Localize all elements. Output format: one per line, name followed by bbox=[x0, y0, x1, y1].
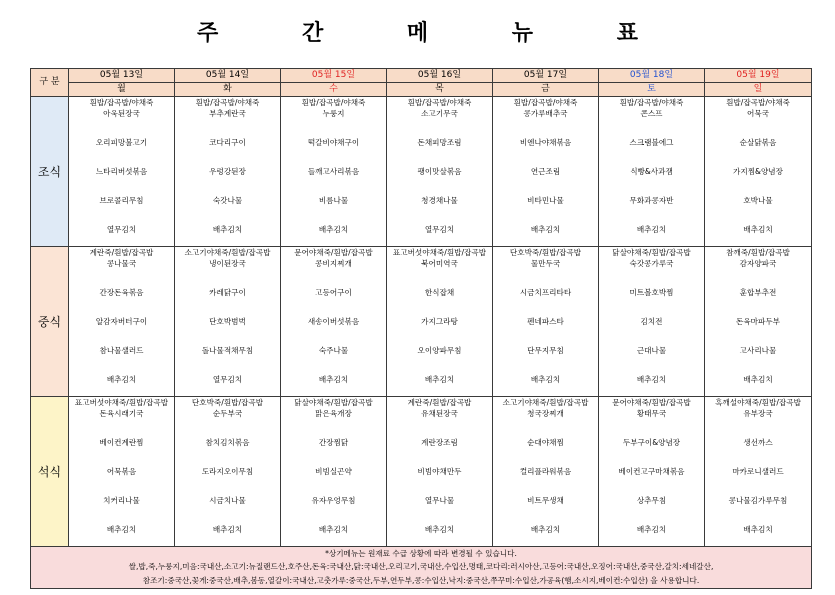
menu-item: 소고기무국 bbox=[421, 109, 458, 118]
menu-item: 숙주나물 bbox=[318, 346, 349, 355]
menu-item: 콩가루배추국 bbox=[523, 109, 568, 118]
day-date: 05월 13일 bbox=[99, 70, 144, 80]
menu-cell bbox=[175, 247, 281, 397]
menu-item: 고등어구이 bbox=[315, 288, 352, 297]
menu-item: 단무지무침 bbox=[527, 346, 564, 355]
menu-item: 들깨고사리볶음 bbox=[307, 167, 360, 176]
menu-cell bbox=[281, 397, 387, 547]
day-header bbox=[493, 69, 599, 97]
menu-item: 흰밥/잡곡밥/야채죽 bbox=[301, 98, 366, 107]
menu-item: 오이양파무침 bbox=[417, 346, 462, 355]
menu-item: 돈채피망조림 bbox=[417, 138, 462, 147]
menu-item: 두부구이&양념장 bbox=[622, 438, 681, 447]
menu-cell bbox=[599, 397, 705, 547]
day-date: 05월 16일 bbox=[417, 70, 462, 80]
meal-row-dinner bbox=[31, 397, 812, 547]
menu-item: 식빵&사과잼 bbox=[630, 167, 673, 176]
menu-item: 열무김치 bbox=[106, 225, 137, 234]
footer-note: *상기메뉴는 원재료 수급 상황에 따라 변경될 수 있습니다. bbox=[325, 549, 517, 558]
menu-item: 부추계란국 bbox=[209, 109, 246, 118]
menu-item: 흰밥/잡곡밥/야채죽 bbox=[619, 98, 684, 107]
menu-item: 참나물샐러드 bbox=[99, 346, 144, 355]
menu-item: 문어야채죽/흰밥/잡곡밥 bbox=[294, 248, 373, 257]
menu-item: 배추김치 bbox=[318, 525, 349, 534]
menu-item: 우렁강된장 bbox=[209, 167, 246, 176]
category-header: 구 분 bbox=[31, 69, 69, 97]
menu-item: 열무김치 bbox=[424, 225, 455, 234]
menu-item: 배추김치 bbox=[106, 525, 137, 534]
menu-item: 숙갓콩가루국 bbox=[629, 259, 674, 268]
menu-item: 컬리플라워볶음 bbox=[519, 467, 572, 476]
menu-item: 표고버섯야채죽/흰밥/잡곡밥 bbox=[392, 248, 487, 257]
day-header bbox=[599, 69, 705, 97]
meal-label-dinner: 석식 bbox=[31, 397, 69, 547]
day-weekday: 목 bbox=[387, 82, 492, 95]
menu-item: 맑은육개장 bbox=[315, 409, 352, 418]
menu-item: 돈육시래기국 bbox=[99, 409, 144, 418]
menu-item: 배추김치 bbox=[636, 225, 667, 234]
menu-item: 배추김치 bbox=[530, 525, 561, 534]
menu-item: 흑깨설야채죽/흰밥/잡곡밥 bbox=[715, 398, 801, 407]
day-date: 05월 15일 bbox=[311, 70, 356, 80]
day-header bbox=[281, 69, 387, 97]
menu-item: 계란죽/흰밥/잡곡밥 bbox=[407, 398, 472, 407]
menu-cell bbox=[387, 247, 493, 397]
menu-item: 단호박범벅 bbox=[209, 317, 246, 326]
menu-item: 흰밥/잡곡밥/야채죽 bbox=[89, 98, 154, 107]
menu-item: 간장돈육볶음 bbox=[99, 288, 144, 297]
menu-item: 펜네파스타 bbox=[527, 317, 564, 326]
menu-cell bbox=[69, 97, 175, 247]
menu-item: 참치김치볶음 bbox=[205, 438, 250, 447]
origin-info-line: 참조기:중국산,꽃게:중국산,배추,봄동,열갈이:국내산,고춧가루:중국산,두부,연두부,콩:수입산,낙지:중국산,쭈꾸미:수입산,가공육(햄,소시지,베이컨:수입산) 을 사용합니다. bbox=[142, 576, 700, 585]
menu-item: 흰밥/잡곡밥/야채죽 bbox=[195, 98, 260, 107]
menu-item: 닭살야채죽/흰밥/잡곡밥 bbox=[294, 398, 373, 407]
menu-item: 단호박죽/흰밥/잡곡밥 bbox=[509, 248, 582, 257]
menu-item: 호박나물 bbox=[743, 196, 773, 205]
menu-item: 가지그라탕 bbox=[421, 317, 458, 326]
menu-cell bbox=[705, 97, 812, 247]
menu-item: 비타민나물 bbox=[527, 196, 564, 205]
menu-item: 북어미역국 bbox=[421, 259, 458, 268]
menu-item: 냉이된장국 bbox=[209, 259, 246, 268]
day-header bbox=[69, 69, 175, 97]
menu-item: 배추김치 bbox=[530, 225, 561, 234]
menu-item: 코다리구이 bbox=[209, 138, 246, 147]
meal-row-lunch bbox=[31, 247, 812, 397]
menu-item: 배추김치 bbox=[530, 375, 561, 384]
menu-item: 소고기야채죽/흰밥/잡곡밥 bbox=[502, 398, 589, 407]
day-weekday: 월 bbox=[69, 82, 174, 95]
menu-item: 돌나물적채무침 bbox=[201, 346, 254, 355]
meal-label-lunch: 중식 bbox=[31, 247, 69, 397]
menu-item: 단호박죽/흰밥/잡곡밥 bbox=[191, 398, 264, 407]
menu-item: 비빔야채만두 bbox=[417, 467, 462, 476]
meal-label-breakfast: 조식 bbox=[31, 97, 69, 247]
menu-item: 오리피망불고기 bbox=[95, 138, 148, 147]
menu-item: 콘스프 bbox=[640, 109, 663, 118]
day-weekday: 일 bbox=[705, 82, 811, 95]
day-header bbox=[175, 69, 281, 97]
menu-item: 어묵볶음 bbox=[106, 467, 137, 476]
menu-item: 고사리나물 bbox=[739, 346, 777, 355]
menu-item: 배추김치 bbox=[743, 225, 773, 234]
menu-cell bbox=[175, 97, 281, 247]
menu-item: 청경채나물 bbox=[421, 196, 458, 205]
menu-item: 물만두국 bbox=[530, 259, 561, 268]
menu-item: 문어야채죽/흰밥/잡곡밥 bbox=[612, 398, 691, 407]
menu-item: 순두부국 bbox=[212, 409, 243, 418]
day-date: 05월 18일 bbox=[629, 70, 674, 80]
menu-item: 김치전 bbox=[640, 317, 663, 326]
origin-info-line: 쌀,밥,죽,누룽지,미음:국내산,소고기:뉴질랜드산,호주산,돈육:국내산,닭:국내산,오리고기,국내산,수입산,명태,코다리:러시아산,고등어:국내산,오징어:국내산,중국산,갈치:세네갈산, bbox=[128, 562, 714, 571]
day-weekday: 토 bbox=[599, 82, 704, 95]
menu-cell bbox=[69, 397, 175, 547]
menu-item: 콩나물국 bbox=[106, 259, 137, 268]
menu-item: 돈육마파두부 bbox=[735, 317, 780, 326]
menu-cell bbox=[705, 397, 812, 547]
menu-item: 베이컨고구마채볶음 bbox=[618, 467, 685, 476]
menu-item: 배추김치 bbox=[743, 375, 773, 384]
day-date: 05월 19일 bbox=[736, 70, 780, 80]
menu-item: 계란장조림 bbox=[421, 438, 458, 447]
footer-notice bbox=[31, 547, 812, 589]
menu-item: 소고기야채죽/흰밥/잡곡밥 bbox=[184, 248, 271, 257]
menu-item: 배추김치 bbox=[212, 225, 243, 234]
menu-item: 비엔나야채볶음 bbox=[519, 138, 572, 147]
menu-cell bbox=[281, 247, 387, 397]
menu-item: 스크램블에그 bbox=[629, 138, 674, 147]
menu-item: 배추김치 bbox=[318, 225, 349, 234]
menu-item: 열무나물 bbox=[424, 496, 455, 505]
menu-item: 감자양파국 bbox=[739, 259, 777, 268]
menu-item: 비트무생채 bbox=[527, 496, 564, 505]
menu-item: 유채된장국 bbox=[421, 409, 458, 418]
menu-item: 누룽지 bbox=[322, 109, 345, 118]
menu-item: 배추김치 bbox=[636, 525, 667, 534]
day-date: 05월 14일 bbox=[205, 70, 250, 80]
menu-item: 순대야채찜 bbox=[527, 438, 564, 447]
menu-item: 시금치나물 bbox=[209, 496, 246, 505]
menu-item: 흰밥/잡곡밥/야채죽 bbox=[513, 98, 578, 107]
menu-cell bbox=[599, 97, 705, 247]
menu-item: 가지찜&양념장 bbox=[733, 167, 783, 176]
menu-item: 팽이맛살볶음 bbox=[417, 167, 462, 176]
page-title: 주 간 메 뉴 표 bbox=[197, 21, 676, 46]
menu-item: 느타리버섯볶음 bbox=[95, 167, 148, 176]
menu-item: 배추김치 bbox=[106, 375, 137, 384]
menu-item: 표고버섯야채죽/흰밥/잡곡밥 bbox=[74, 398, 169, 407]
menu-item: 알감자버터구이 bbox=[95, 317, 148, 326]
menu-item: 청국장찌개 bbox=[527, 409, 564, 418]
menu-item: 미트볼호박찜 bbox=[629, 288, 674, 297]
menu-item: 배추김치 bbox=[212, 525, 243, 534]
menu-item: 황태무국 bbox=[636, 409, 667, 418]
menu-item: 생선까스 bbox=[743, 438, 773, 447]
menu-item: 비름나물 bbox=[318, 196, 349, 205]
day-date: 05월 17일 bbox=[523, 70, 568, 80]
menu-item: 상추무침 bbox=[636, 496, 667, 505]
menu-cell bbox=[599, 247, 705, 397]
day-weekday: 금 bbox=[493, 82, 598, 95]
menu-item: 근대나물 bbox=[636, 346, 667, 355]
menu-item: 참깨죽/흰밥/잡곡밥 bbox=[726, 248, 790, 257]
menu-item: 도라지오이무침 bbox=[201, 467, 254, 476]
menu-item: 흰밥/잡곡밥/야채죽 bbox=[407, 98, 472, 107]
menu-item: 계란죽/흰밥/잡곡밥 bbox=[89, 248, 154, 257]
weekly-menu-table bbox=[30, 68, 812, 589]
menu-cell bbox=[705, 247, 812, 397]
menu-item: 훈합부추전 bbox=[739, 288, 777, 297]
menu-cell bbox=[175, 397, 281, 547]
menu-item: 배추김치 bbox=[636, 375, 667, 384]
menu-cell bbox=[69, 247, 175, 397]
menu-item: 배추김치 bbox=[318, 375, 349, 384]
day-weekday: 화 bbox=[175, 82, 280, 95]
menu-item: 아욱된장국 bbox=[103, 109, 140, 118]
menu-item: 무화과콩자반 bbox=[629, 196, 674, 205]
menu-item: 숙갓나물 bbox=[212, 196, 243, 205]
menu-cell bbox=[387, 97, 493, 247]
menu-item: 베이컨계란찜 bbox=[99, 438, 144, 447]
menu-item: 간장찜닭 bbox=[318, 438, 349, 447]
menu-item: 한식잡채 bbox=[424, 288, 455, 297]
menu-item: 새송이버섯볶음 bbox=[307, 317, 360, 326]
day-weekday: 수 bbox=[281, 82, 386, 95]
day-header bbox=[387, 69, 493, 97]
menu-cell bbox=[493, 97, 599, 247]
menu-item: 시금치프리타타 bbox=[519, 288, 572, 297]
menu-cell bbox=[387, 397, 493, 547]
menu-item: 배추김치 bbox=[743, 525, 773, 534]
menu-item: 콩나물김가루무침 bbox=[728, 496, 788, 505]
menu-item: 마카로니샐러드 bbox=[732, 467, 784, 476]
footer-row bbox=[31, 547, 812, 589]
menu-item: 콩비지찌개 bbox=[315, 259, 352, 268]
header-row bbox=[31, 69, 812, 97]
menu-cell bbox=[493, 397, 599, 547]
menu-item: 배추김치 bbox=[424, 525, 455, 534]
menu-item: 닭살야채죽/흰밥/잡곡밥 bbox=[612, 248, 691, 257]
menu-item: 배추김치 bbox=[424, 375, 455, 384]
menu-item: 유부장국 bbox=[743, 409, 773, 418]
menu-item: 열무김치 bbox=[212, 375, 243, 384]
menu-cell bbox=[493, 247, 599, 397]
menu-item: 유자우엉무침 bbox=[311, 496, 356, 505]
menu-item: 브로콜리무침 bbox=[99, 196, 144, 205]
menu-item: 순살닭볶음 bbox=[739, 138, 777, 147]
menu-item: 어묵국 bbox=[746, 109, 769, 118]
menu-cell bbox=[281, 97, 387, 247]
menu-item: 카레닭구이 bbox=[209, 288, 246, 297]
menu-item: 비빔실곤약 bbox=[315, 467, 352, 476]
meal-row-breakfast bbox=[31, 97, 812, 247]
menu-item: 연근조림 bbox=[530, 167, 561, 176]
menu-item: 치커리나물 bbox=[103, 496, 140, 505]
day-header bbox=[705, 69, 812, 97]
menu-item: 흰밥/잡곡밥/야채죽 bbox=[726, 98, 790, 107]
menu-item: 떡갈비야채구이 bbox=[307, 138, 360, 147]
